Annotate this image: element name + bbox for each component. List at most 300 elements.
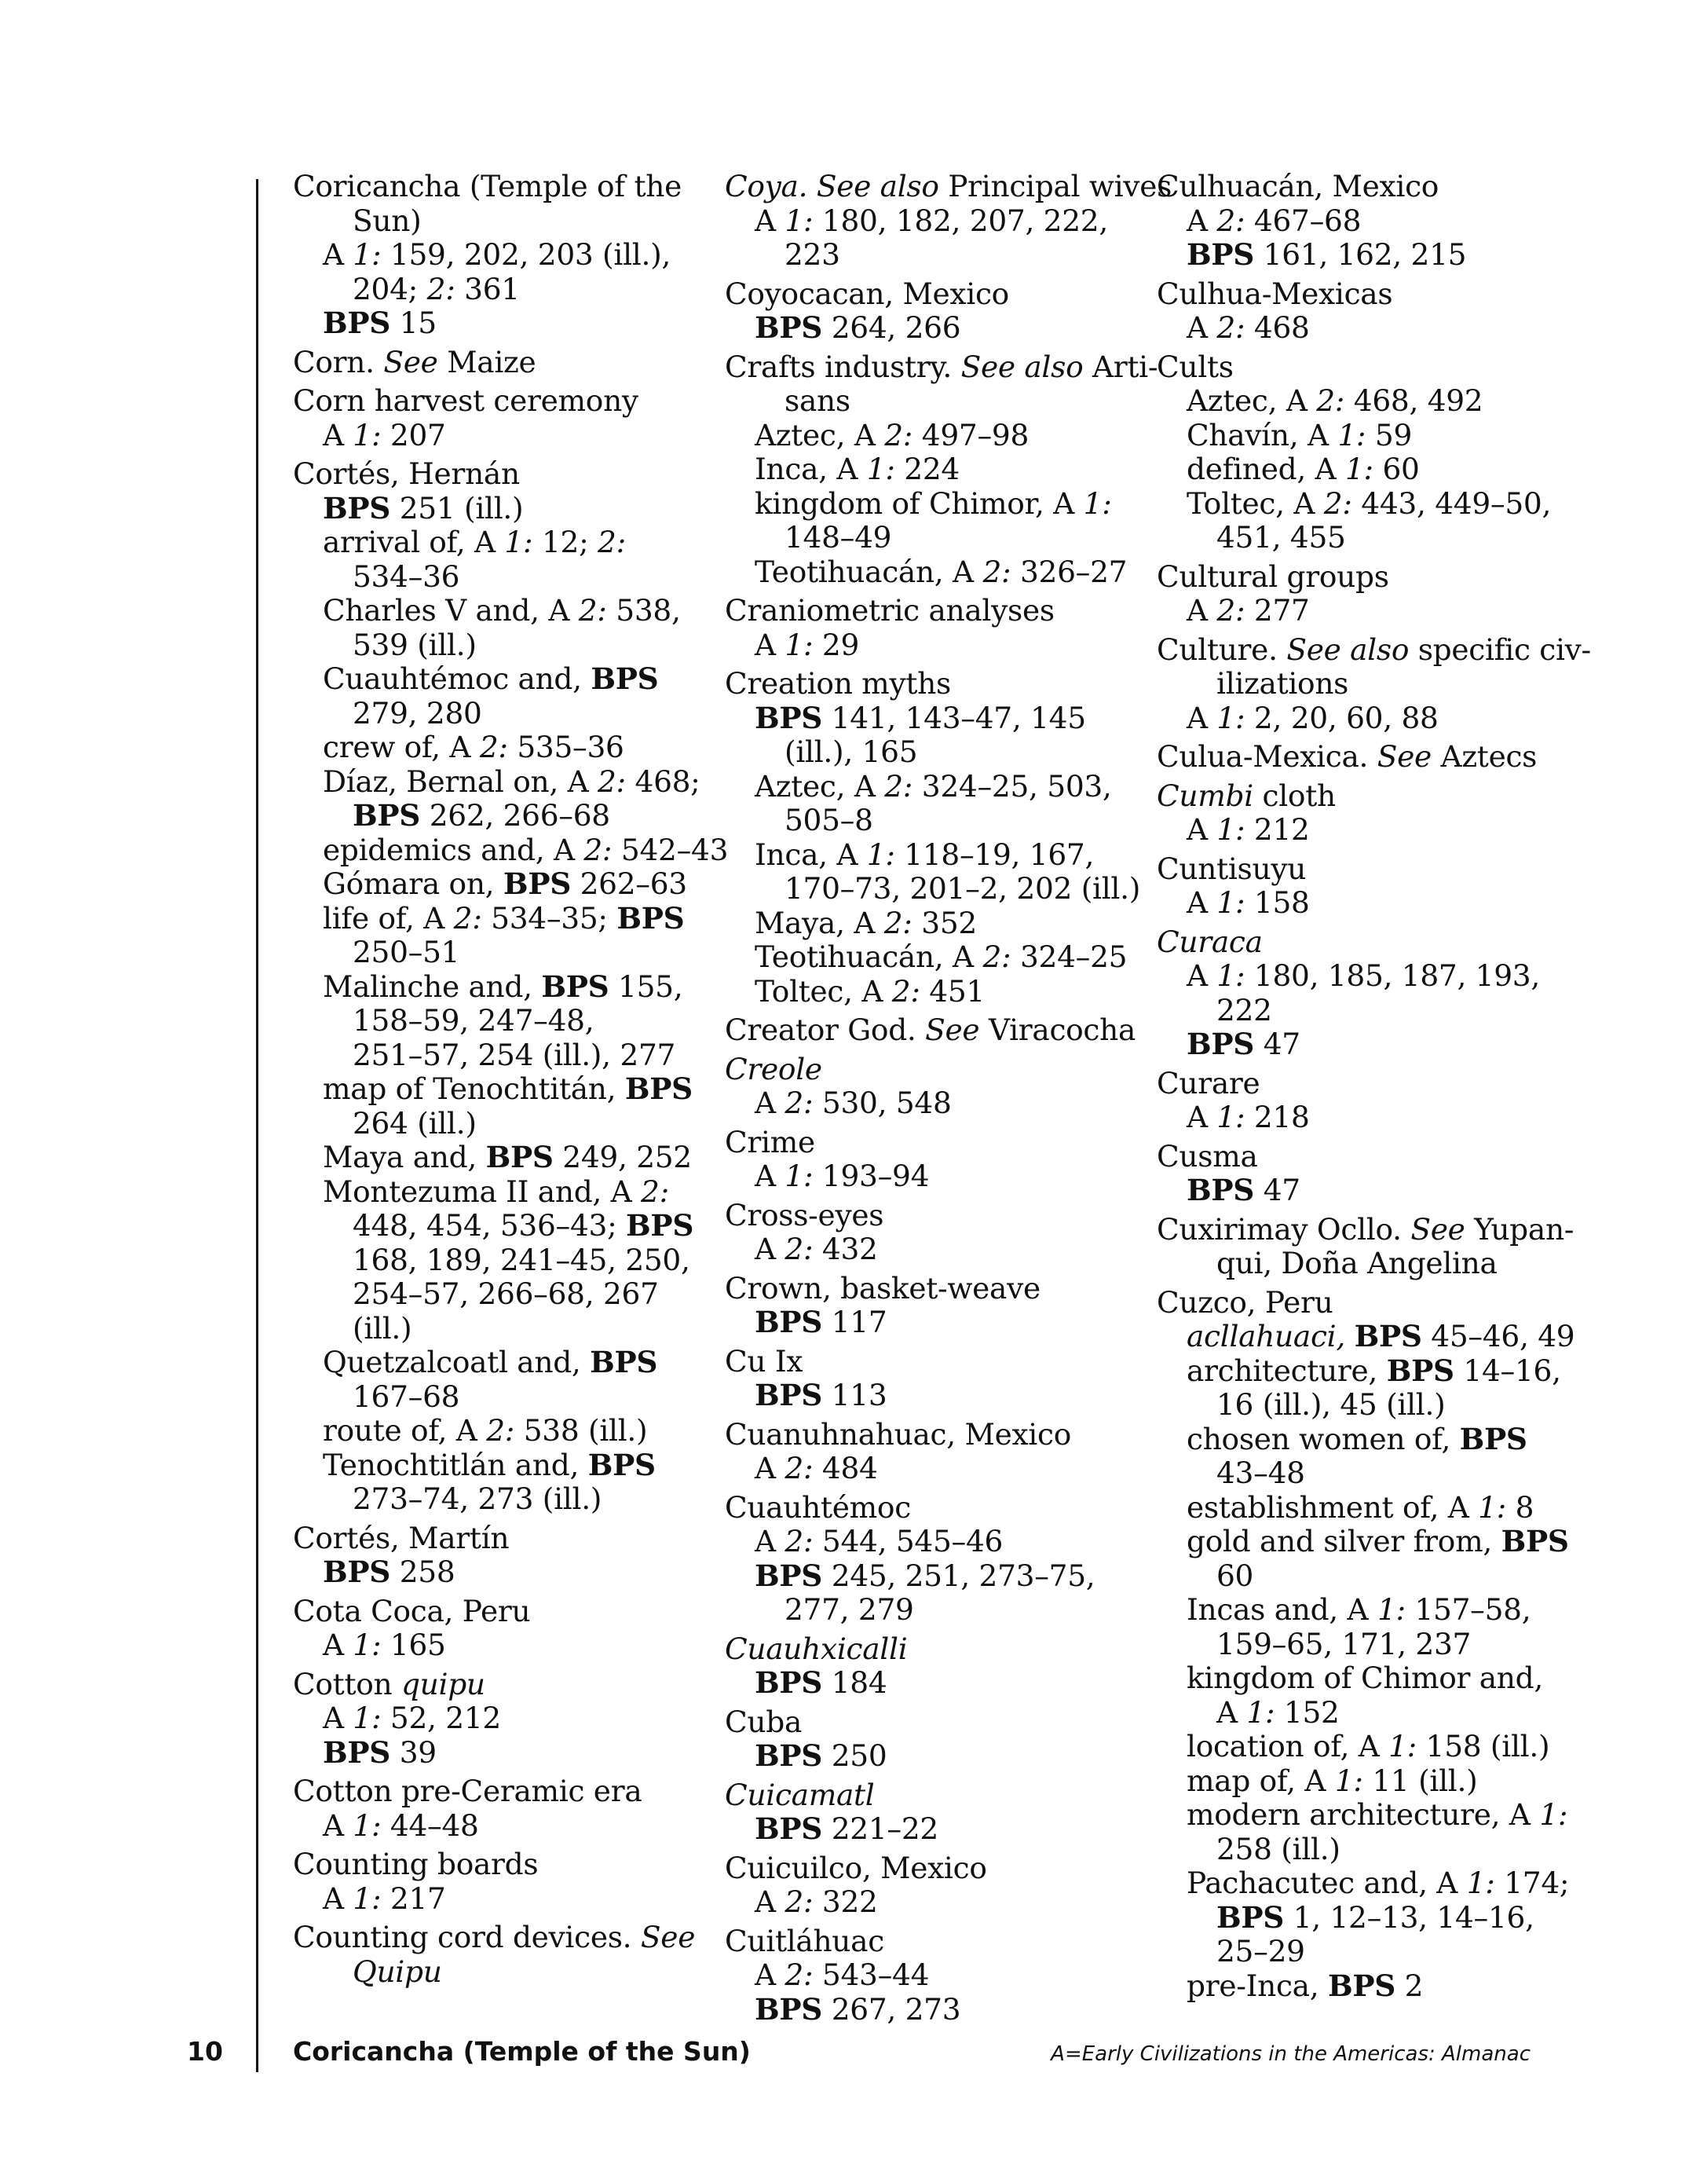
index-subentry: [293, 1380, 701, 1415]
index-text: 324–25: [1011, 939, 1128, 974]
index-text: Teotihuacán, A: [755, 939, 983, 974]
index-text: 1:: [1246, 1694, 1275, 1730]
index-subentry: [293, 832, 729, 868]
index-text: map of Tenochtitán,: [323, 1071, 625, 1106]
index-text: Arti-: [1083, 349, 1158, 384]
index-entry: [1157, 170, 1565, 273]
index-text: Cumbi: [1157, 778, 1253, 813]
index-text: BPS: [1459, 1421, 1527, 1456]
index-column-2: [725, 169, 1172, 2031]
index-text: BPS: [755, 1738, 823, 1773]
index-text: 8: [1506, 1489, 1534, 1525]
index-text: ilizations: [1216, 666, 1349, 701]
index-subentry: [1157, 1935, 1565, 1969]
index-text: gold and silver from,: [1187, 1524, 1501, 1558]
index-text: See also: [960, 349, 1084, 384]
index-heading: [293, 170, 701, 204]
index-subentry: [1157, 1797, 1568, 1833]
index-text: A: [755, 1159, 785, 1193]
index-text: A: [1187, 700, 1217, 735]
index-text: 59: [1366, 417, 1413, 452]
index-text: 530, 548: [813, 1086, 952, 1120]
index-text: Tenochtitlán and,: [323, 1447, 588, 1482]
index-text: Cuntisuyu: [1157, 851, 1307, 886]
index-heading: [1157, 632, 1591, 668]
index-subentry: [293, 1346, 701, 1380]
index-text: 544, 545–46: [813, 1524, 1004, 1558]
index-text: A: [323, 1701, 353, 1735]
index-text: 250–51: [353, 935, 460, 969]
index-entry: [725, 1632, 1133, 1701]
index-subentry: [293, 1482, 701, 1517]
index-text: 497–98: [913, 417, 1030, 452]
index-text: Maize: [437, 344, 536, 379]
index-subentry: [725, 628, 1133, 663]
index-text: 1:: [785, 203, 814, 238]
index-subentry: [725, 419, 1133, 453]
index-text: 180, 182, 207, 222,: [813, 203, 1108, 238]
index-text: 155,: [609, 969, 683, 1004]
index-subentry: [725, 1159, 1133, 1194]
index-heading: [725, 1491, 1133, 1525]
index-text: BPS: [323, 306, 391, 340]
index-subentry: [725, 735, 1133, 770]
index-entry: [1157, 1284, 1575, 2004]
index-text: 534–36: [353, 558, 460, 594]
index-text: 2:: [641, 1174, 669, 1209]
index-text: 361: [455, 271, 520, 306]
index-text: BPS: [1386, 1353, 1454, 1388]
index-text: 117: [822, 1305, 887, 1339]
index-text: 467–68: [1245, 203, 1362, 238]
index-text: 44–48: [381, 1807, 479, 1843]
index-text: 1:: [1344, 452, 1373, 486]
index-text: 251 (ill.): [390, 490, 524, 526]
index-subentry: [1157, 1866, 1570, 1901]
index-text: 539 (ill.): [353, 627, 477, 662]
index-entry: [1157, 925, 1565, 1062]
index-subentry: [725, 1559, 1133, 1594]
index-entry: [1157, 779, 1565, 848]
index-text: 279, 280: [353, 695, 482, 731]
index-text: 2:: [785, 1957, 814, 1992]
index-text: BPS: [755, 310, 823, 345]
index-text: Cross-eyes: [725, 1197, 884, 1232]
index-text: 14–16,: [1454, 1353, 1561, 1388]
index-text: 258 (ill.): [1216, 1831, 1340, 1866]
index-text: BPS: [755, 1991, 823, 2027]
index-text: 352: [912, 905, 977, 940]
index-text: 2:: [598, 525, 626, 559]
index-text: BPS: [353, 798, 421, 833]
index-text: Curare: [1157, 1065, 1260, 1100]
index-text: 1:: [353, 1881, 382, 1916]
index-text: BPS: [755, 1558, 823, 1593]
index-text: cloth: [1253, 778, 1336, 813]
index-text: 451: [920, 973, 985, 1009]
index-text: 60: [1373, 452, 1420, 486]
index-text: See: [383, 344, 438, 379]
index-text: 1:: [1216, 812, 1245, 847]
index-subentry: [1157, 1524, 1569, 1559]
index-entry: [725, 1053, 1133, 1121]
index-text: 2:: [597, 764, 626, 799]
index-entry: [725, 1705, 1133, 1774]
index-text: [1345, 1319, 1355, 1353]
index-subentry: [725, 1452, 1133, 1486]
index-text: A: [755, 1884, 785, 1919]
index-entry: [1157, 1067, 1565, 1135]
index-text: 47: [1254, 1173, 1300, 1207]
index-heading: [725, 1705, 1133, 1740]
index-text: 47: [1254, 1027, 1300, 1061]
index-subentry: [725, 1812, 1133, 1847]
index-text: 1:: [1466, 1866, 1495, 1900]
index-text: Yupan-: [1465, 1211, 1575, 1247]
index-heading: [725, 594, 1133, 628]
index-subentry: [293, 1072, 701, 1107]
index-text: BPS: [323, 1734, 391, 1770]
index-text: kingdom of Chimor and,: [1187, 1661, 1543, 1695]
index-entry: [293, 170, 701, 341]
index-text: Maya, A: [755, 905, 884, 940]
index-text: BPS: [1187, 237, 1255, 272]
index-text: 1:: [1216, 700, 1245, 735]
index-text: BPS: [1216, 1899, 1285, 1935]
index-subentry: [293, 1243, 701, 1278]
index-subentry: [725, 975, 1133, 1009]
index-entry: [293, 346, 701, 380]
index-subentry: [1157, 1628, 1565, 1662]
index-text: Aztec, A: [1187, 383, 1317, 418]
index-text: 12;: [532, 525, 598, 559]
index-subentry: [1157, 1456, 1565, 1491]
index-entry: [1157, 1140, 1565, 1208]
index-entry: [725, 1851, 1133, 1920]
index-subentry: [293, 1448, 701, 1483]
index-heading: [725, 169, 1172, 204]
index-text: A: [755, 1086, 785, 1120]
index-text: BPS: [485, 1140, 554, 1174]
index-heading: [293, 457, 701, 492]
index-text: 60: [1216, 1558, 1254, 1593]
index-subentry: [1157, 1764, 1565, 1799]
index-subentry: [1157, 487, 1565, 522]
index-text: 2:: [884, 768, 913, 804]
index-text: Cuitláhuac: [725, 1923, 884, 1958]
index-text: 443, 449–50,: [1351, 485, 1552, 521]
index-text: Craniometric analyses: [725, 593, 1055, 628]
index-subentry: [293, 662, 701, 697]
index-text: Creation myths: [725, 666, 951, 701]
index-subentry: [725, 1593, 1133, 1628]
index-text: Cuauhtémoc and,: [323, 661, 591, 696]
index-text: BPS: [624, 1071, 693, 1106]
index-subentry: [725, 1885, 1133, 1920]
index-subentry: [725, 940, 1133, 975]
index-subentry: [1157, 1354, 1565, 1389]
index-text: 267, 273: [822, 1991, 961, 2027]
index-text: 468;: [625, 764, 700, 799]
index-text: 148–49: [785, 520, 892, 555]
index-text: 484: [813, 1451, 878, 1485]
index-text: Charles V and, A: [323, 593, 579, 628]
index-subentry: [725, 1525, 1133, 1559]
index-text: Culhuacán, Mexico: [1157, 169, 1439, 203]
index-text: Maya and,: [323, 1140, 486, 1174]
index-subentry: [293, 970, 701, 1005]
index-column-3: [1157, 169, 1591, 2008]
index-text: 25–29: [1216, 1934, 1305, 1968]
index-text: BPS: [587, 1447, 656, 1482]
index-text: 2:: [1216, 310, 1245, 345]
index-text: Cuxirimay Ocllo.: [1157, 1211, 1411, 1247]
index-text: 1:: [1334, 1763, 1363, 1798]
index-text: BPS: [755, 1665, 823, 1700]
index-subentry: [293, 1175, 701, 1210]
index-text: A: [1187, 1100, 1217, 1134]
index-text: sans: [785, 383, 850, 418]
index-heading: [1157, 170, 1565, 204]
index-text: 207: [381, 417, 446, 452]
index-text: BPS: [591, 661, 659, 696]
index-subentry: [1157, 994, 1565, 1028]
index-text: Creator God.: [725, 1013, 926, 1047]
index-text: A: [1216, 1694, 1247, 1730]
index-text: 1:: [353, 237, 382, 272]
index-text: 15: [390, 306, 437, 340]
index-subentry: [725, 452, 1133, 487]
index-text: 45–46, 49: [1421, 1319, 1575, 1353]
index-text: 2:: [1323, 485, 1352, 521]
index-text: location of, A: [1187, 1729, 1389, 1763]
index-subentry: [1157, 1833, 1565, 1867]
index-text: 158–59, 247–48,: [353, 1003, 594, 1038]
index-text: 223: [785, 237, 840, 272]
index-subentry: [293, 526, 701, 560]
index-text: 538 (ill.): [514, 1413, 648, 1448]
index-text: BPS: [323, 1555, 391, 1589]
index-text: 157–58,: [1405, 1592, 1531, 1627]
index-entry: [1157, 740, 1565, 775]
index-text: BPS: [755, 1378, 823, 1412]
index-text: 165: [381, 1628, 446, 1662]
index-text: A: [755, 1957, 785, 1992]
index-text: 2:: [1216, 203, 1245, 238]
index-subentry: [1157, 1388, 1565, 1423]
index-text: Culhua-Mexicas: [1157, 276, 1393, 311]
index-text: Curaca: [1157, 924, 1263, 959]
index-heading: [1157, 852, 1565, 887]
index-text: crew of, A: [323, 730, 480, 764]
index-text: 245, 251, 273–75,: [822, 1558, 1095, 1593]
index-heading: [293, 1522, 701, 1556]
index-text: 113: [822, 1378, 887, 1412]
index-subentry: [1157, 1901, 1565, 1935]
index-entry: [725, 1126, 1133, 1194]
index-subentry: [1157, 238, 1565, 273]
index-text: (ill.), 165: [785, 734, 918, 769]
index-subentry: [725, 555, 1133, 590]
index-text: 1:: [1478, 1489, 1507, 1525]
index-text: 118–19, 167,: [894, 837, 1095, 872]
index-text: A: [1187, 812, 1217, 847]
index-text: 212: [1245, 812, 1310, 847]
index-text: 2:: [785, 1232, 814, 1266]
index-text: kingdom of Chimor, A: [755, 485, 1084, 521]
index-heading: [1157, 925, 1565, 960]
index-text: BPS: [755, 700, 823, 735]
index-entry: [1157, 632, 1591, 736]
index-entry: [725, 169, 1172, 273]
index-text: 2, 20, 60, 88: [1245, 700, 1439, 735]
index-subentry: [725, 1232, 1133, 1267]
index-subentry: [1157, 1027, 1565, 1062]
index-entry: [725, 1778, 1133, 1847]
index-subentry: [725, 1666, 1133, 1701]
index-text: Cotton pre-Ceramic era: [293, 1774, 642, 1808]
index-text: BPS: [1187, 1027, 1255, 1061]
index-text: 152: [1275, 1694, 1340, 1730]
index-text: 217: [381, 1881, 446, 1916]
index-entry: [293, 1522, 701, 1590]
index-subentry: [725, 838, 1133, 873]
index-subentry: [293, 1277, 701, 1312]
index-text: route of, A: [323, 1413, 487, 1448]
index-subentry: [293, 238, 701, 273]
index-text: 204;: [353, 271, 427, 306]
index-text: pre-Inca,: [1187, 1968, 1328, 2003]
index-subentry: [293, 1004, 701, 1038]
index-entry: [1157, 350, 1565, 555]
index-subentry: [1157, 521, 1565, 555]
index-text: A: [755, 627, 785, 662]
index-heading: [725, 1053, 1133, 1087]
index-heading: [1157, 350, 1565, 385]
index-subentry: [1157, 311, 1565, 346]
index-text: BPS: [1187, 1173, 1255, 1207]
index-text: 161, 162, 215: [1254, 237, 1467, 272]
index-heading: [1157, 740, 1565, 775]
index-text: 1:: [353, 1807, 382, 1843]
index-text: Cuba: [725, 1704, 803, 1739]
index-text: 2:: [785, 1086, 814, 1120]
index-subentry: [1157, 1491, 1565, 1525]
index-text: 174;: [1494, 1866, 1570, 1900]
index-subentry: [1157, 1730, 1565, 1764]
index-text: 52, 212: [381, 1701, 501, 1735]
index-text: 184: [822, 1665, 887, 1700]
index-subentry: [293, 1038, 701, 1073]
vertical-rule: [256, 179, 258, 2072]
index-subentry: [725, 521, 1133, 555]
index-entry: [725, 277, 1133, 346]
index-text: See: [925, 1013, 980, 1047]
index-text: 448, 454, 536–43;: [353, 1208, 627, 1243]
index-text: 218: [1245, 1100, 1310, 1134]
index-heading: [293, 1848, 701, 1882]
index-subentry: [1157, 1247, 1565, 1281]
index-text: Cuzco, Peru: [1157, 1284, 1333, 1320]
index-text: Counting cord devices.: [293, 1920, 641, 1954]
index-text: Sun): [353, 203, 422, 238]
index-text: A: [755, 1451, 785, 1485]
index-text: Crafts industry.: [725, 349, 961, 384]
index-text: 262–63: [571, 866, 687, 901]
index-text: specific civ-: [1409, 632, 1591, 667]
index-subentry: [293, 1736, 701, 1771]
index-subentry: [1157, 452, 1565, 487]
index-text: Cortés, Martín: [293, 1520, 510, 1555]
index-text: Cuicamatl: [725, 1777, 875, 1812]
index-subentry: [293, 1107, 701, 1141]
index-subentry: [293, 560, 701, 595]
index-text: A: [323, 1807, 353, 1843]
index-subentry: [725, 204, 1133, 239]
index-subentry: [1157, 204, 1565, 239]
index-entry: [725, 1345, 1133, 1413]
index-subentry: [725, 1739, 1133, 1774]
index-text: 224: [894, 452, 960, 486]
index-text: 193–94: [813, 1159, 930, 1193]
index-text: 542–43: [612, 832, 729, 867]
index-subentry: [293, 273, 701, 307]
index-text: 535–36: [507, 730, 624, 764]
index-text: 1:: [1216, 1100, 1245, 1134]
index-text: Quipu: [353, 1954, 442, 1989]
index-subentry: [725, 701, 1133, 736]
index-text: Counting boards: [293, 1847, 539, 1881]
index-text: 254–57, 266–68, 267: [353, 1276, 659, 1311]
index-text: Crown, basket-weave: [725, 1270, 1041, 1306]
index-subentry: [293, 419, 701, 453]
index-subentry: [1157, 1696, 1565, 1730]
index-text: 258: [390, 1555, 455, 1589]
index-text: BPS: [616, 900, 685, 936]
index-text: A: [1187, 958, 1217, 993]
index-column-1: [293, 169, 729, 1994]
index-text: 158 (ill.): [1417, 1729, 1550, 1763]
index-subentry: [1157, 594, 1565, 628]
index-text: A: [323, 237, 353, 272]
index-text: 1:: [504, 525, 533, 559]
index-text: BPS: [1501, 1524, 1569, 1558]
index-heading: [725, 1345, 1133, 1379]
index-text: 2:: [479, 730, 508, 764]
index-text: BPS: [541, 969, 609, 1004]
index-subentry: [1157, 701, 1565, 736]
index-text: 249, 252: [553, 1140, 692, 1174]
index-heading: [1157, 1140, 1565, 1174]
index-text: Pachacutec and, A: [1187, 1866, 1467, 1900]
index-entry: [293, 1774, 701, 1843]
index-text: Creole: [725, 1051, 822, 1086]
index-text: Chavín, A: [1187, 417, 1338, 452]
index-subentry: [725, 804, 1133, 838]
index-subentry: [725, 1993, 1133, 2027]
index-text: 1:: [1539, 1797, 1568, 1832]
index-subentry: [725, 311, 1133, 346]
index-text: arrival of, A: [323, 525, 505, 559]
index-text: establishment of, A: [1187, 1489, 1479, 1525]
index-subentry: [293, 1555, 701, 1590]
index-text: 168, 189, 241–45, 250,: [353, 1242, 690, 1277]
index-text: A: [755, 203, 785, 238]
index-text: 159–65, 171, 237: [1216, 1626, 1472, 1661]
index-text: Cusma: [1157, 1138, 1258, 1174]
index-text: 505–8: [785, 803, 873, 837]
index-text: 2:: [583, 832, 613, 867]
